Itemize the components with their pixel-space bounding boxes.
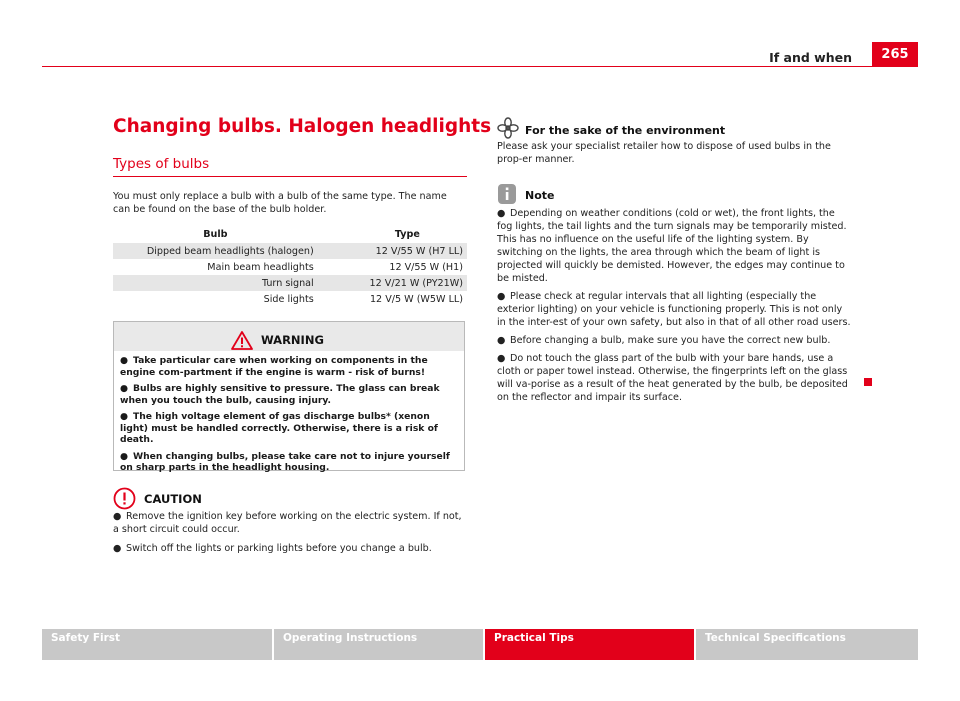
note-title: Note [525,189,555,202]
column-header-type: Type [318,226,467,243]
type-cell: 12 V/21 W (PY21W) [318,275,467,291]
warning-box [113,321,465,471]
footer-tab-operating-instructions[interactable]: Operating Instructions [274,629,483,660]
bulb-cell: Side lights [263,293,314,305]
warning-item: ● When changing bulbs, please take care not to injure yourself on sharp parts in the headlight housing. [120,450,450,473]
footer-navigation [42,629,918,660]
subsection-title: Types of bulbs [113,156,210,172]
caution-item: ● Remove the ignition key before working on the electric system. If not, a short circuit could occur. [113,511,462,535]
caution-item-text: Switch off the lights or parking lights before you change a bulb. [126,543,432,554]
table-header-row [113,226,467,243]
note-item: ● Do not touch the glass part of the bulb with your bare hands, use a cloth or paper towel instead. Otherwise, the fingerprints left on the glass will va-porise as a result of the heat generated by the bulb, be deposited on the reflector and impair its surface. [497,353,848,403]
note-item-text: Please check at regular intervals that all lighting (especially the exterior lighting) on your vehicle is functioning properly. This is not only in the inter-est of your own safety, but also in that of all other road users. [497,291,851,328]
table-row [113,259,467,275]
note-item: ● Please check at regular intervals that all lighting (especially the exterior lighting) on your vehicle is functioning properly. This is not only in the inter-est of your own safety, but also in that of all other road users. [497,291,851,328]
intro-paragraph: You must only replace a bulb with a bulb of the same type. The name can be found on the base of the bulb holder. [113,191,447,215]
header-rule [42,66,918,67]
warning-item-text: Bulbs are highly sensitive to pressure. The glass can break when you touch the bulb, causing injury. [120,383,440,406]
footer-tab-technical-specifications[interactable]: Technical Specifications [696,629,918,660]
note-item: ● Depending on weather conditions (cold or wet), the front lights, the fog lights, the tail lights and the turn signals may be temporarily misted. This has no influence on the useful life of the lighting system. By switching on the lights, the area through which the beam of light is projected will quickly be demisted. However, the edges may continue to be misted. [497,208,847,284]
table-row [113,243,467,259]
footer-tab-practical-tips[interactable]: Practical Tips [485,629,694,660]
bulb-types-table [113,226,467,307]
table-row [113,291,467,307]
caution-title: CAUTION [144,492,202,506]
environment-title: For the sake of the environment [525,124,726,137]
note-item-text: Do not touch the glass part of the bulb with your bare hands, use a cloth or paper towel instead. Otherwise, the fingerprints left on the glass will va-porise as a result of the heat generated by the bulb, be deposited on the reflector and impair its surface. [497,353,848,403]
caution-item-text: Remove the ignition key before working on the electric system. If not, a short circuit could occur. [113,511,462,535]
warning-title: WARNING [261,333,324,347]
note-item: ● Before changing a bulb, make sure you have the correct new bulb. [497,335,831,346]
note-item-text: Before changing a bulb, make sure you have the correct new bulb. [510,335,831,346]
column-header-bulb: Bulb [113,226,318,243]
subsection-rule [113,176,467,177]
section-title: Changing bulbs. Halogen headlights [113,116,492,137]
running-header-title: If and when [769,50,852,65]
caution-item: ● Switch off the lights or parking lights before you change a bulb. [113,543,432,554]
warning-item-text: The high voltage element of gas discharge bulbs* (xenon light) must be handled correctly. Otherwise, there is a risk of death. [120,411,438,445]
warning-item: ● Take particular care when working on components in the engine com-partment if the engine is warm - risk of burns! [120,355,428,378]
table-row [113,275,467,291]
warning-item-text: Take particular care when working on components in the engine com-partment if the engine is warm - risk of burns! [120,355,428,378]
note-item-text: Depending on weather conditions (cold or wet), the front lights, the fog lights, the tail lights and the turn signals may be temporarily misted. This has no influence on the useful life of the lighting system. By switching on the lights, the area through which the beam of light is projected will quickly be demisted. However, the edges may continue to be misted. [497,208,847,284]
section-end-marker [864,378,872,386]
page-number: 265 [872,42,918,67]
note-list [497,207,853,409]
type-cell: 12 V/55 W (H1) [389,261,463,273]
type-cell: 12 V/5 W (W5W LL) [369,293,463,305]
bulb-cell: Dipped beam headlights (halogen) [113,243,318,259]
note-info-icon [497,183,517,209]
warning-item-text: When changing bulbs, please take care not to injure yourself on sharp parts in the headlight housing. [120,450,450,473]
bulb-cell: Turn signal [113,275,318,291]
footer-tab-safety-first[interactable]: Safety First [42,629,272,660]
warning-item: ● Bulbs are highly sensitive to pressure. The glass can break when you touch the bulb, causing injury. [120,383,440,406]
type-cell: 12 V/55 W (H7 LL) [318,243,467,259]
warning-list [120,355,460,479]
warning-triangle-icon [231,331,253,354]
bulb-cell: Main beam headlights [207,261,314,273]
environment-text: Please ask your specialist retailer how to dispose of used bulbs in the prop-er manner. [497,141,831,165]
warning-item: ● The high voltage element of gas discharge bulbs* (xenon light) must be handled correctly. Otherwise, there is a risk of death. [120,411,438,445]
caution-list [113,510,467,561]
